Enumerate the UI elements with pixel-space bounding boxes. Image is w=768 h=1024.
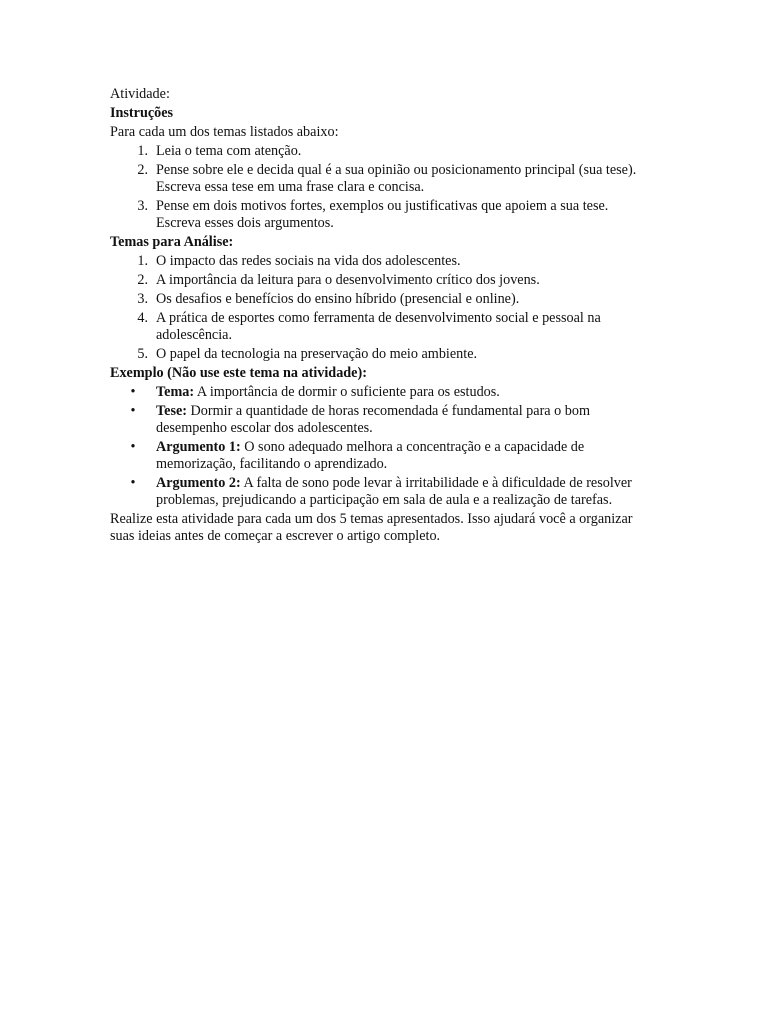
example-text: A falta de sono pode levar à irritabilidade e à dificuldade de resolver problemas, prejudicando a participação em sala de aula e a realização de tarefas. [156, 475, 632, 508]
example-label: Tese: [156, 403, 187, 419]
instruction-step [110, 162, 655, 196]
instruction-step [110, 198, 655, 232]
instruction-step-text: Leia o tema com atenção. [156, 143, 302, 159]
themes-heading: Temas para Análise: [110, 234, 234, 250]
bullet-icon: • [130, 384, 136, 400]
theme-text: A importância da leitura para o desenvolvimento crítico dos jovens. [156, 272, 540, 288]
list-number: 2. [137, 162, 148, 178]
closing-paragraph: Realize esta atividade para cada um dos 5 temas apresentados. Isso ajudará você a organizar suas ideias antes de começar a escrever o artigo completo. [110, 511, 633, 544]
theme-item [110, 253, 655, 270]
theme-text: O impacto das redes sociais na vida dos adolescentes. [156, 253, 461, 269]
theme-text: Os desafios e benefícios do ensino híbrido (presencial e online). [156, 291, 520, 307]
instructions-heading: Instruções [110, 105, 174, 121]
example-text: O sono adequado melhora a concentração e a capacidade de memorização, facilitando o aprendizado. [156, 439, 585, 472]
list-number: 2. [137, 272, 148, 288]
instructions-intro: Para cada um dos temas listados abaixo: [110, 124, 339, 140]
example-label: Argumento 2: [156, 475, 241, 491]
theme-text: A prática de esportes como ferramenta de desenvolvimento social e pessoal na adolescência. [156, 310, 601, 343]
example-text: Dormir a quantidade de horas recomendada é fundamental para o bom desempenho escolar dos adolescentes. [156, 403, 590, 436]
activity-label: Atividade: [110, 86, 170, 102]
bullet-icon: • [130, 475, 136, 491]
example-item-tema [110, 384, 655, 401]
example-list [110, 384, 655, 509]
bullet-icon: • [130, 439, 136, 455]
instructions-list [110, 143, 655, 232]
theme-item [110, 291, 655, 308]
example-item-argumento-1 [110, 439, 655, 473]
list-number: 1. [137, 253, 148, 269]
example-heading: Exemplo (Não use este tema na atividade): [110, 365, 367, 381]
theme-text: O papel da tecnologia na preservação do meio ambiente. [156, 346, 478, 362]
theme-item [110, 310, 655, 344]
instruction-step-text: Pense sobre ele e decida qual é a sua opinião ou posicionamento principal (sua tese). Escreva essa tese em uma frase clara e concisa. [156, 162, 637, 195]
bullet-icon: • [130, 403, 136, 419]
list-number: 3. [137, 291, 148, 307]
example-label: Argumento 1: [156, 439, 241, 455]
list-number: 1. [137, 143, 148, 159]
example-item-tese [110, 403, 655, 437]
example-text: A importância de dormir o suficiente para os estudos. [194, 384, 500, 400]
instruction-step-text: Pense em dois motivos fortes, exemplos ou justificativas que apoiem a sua tese. Escreva esses dois argumentos. [156, 198, 609, 231]
document-page [110, 86, 655, 547]
theme-item [110, 346, 655, 363]
instruction-step [110, 143, 655, 160]
theme-item [110, 272, 655, 289]
list-number: 3. [137, 198, 148, 214]
example-label: Tema: [156, 384, 195, 400]
list-number: 5. [137, 346, 148, 362]
themes-list [110, 253, 655, 363]
list-number: 4. [137, 310, 148, 326]
example-item-argumento-2 [110, 475, 655, 509]
